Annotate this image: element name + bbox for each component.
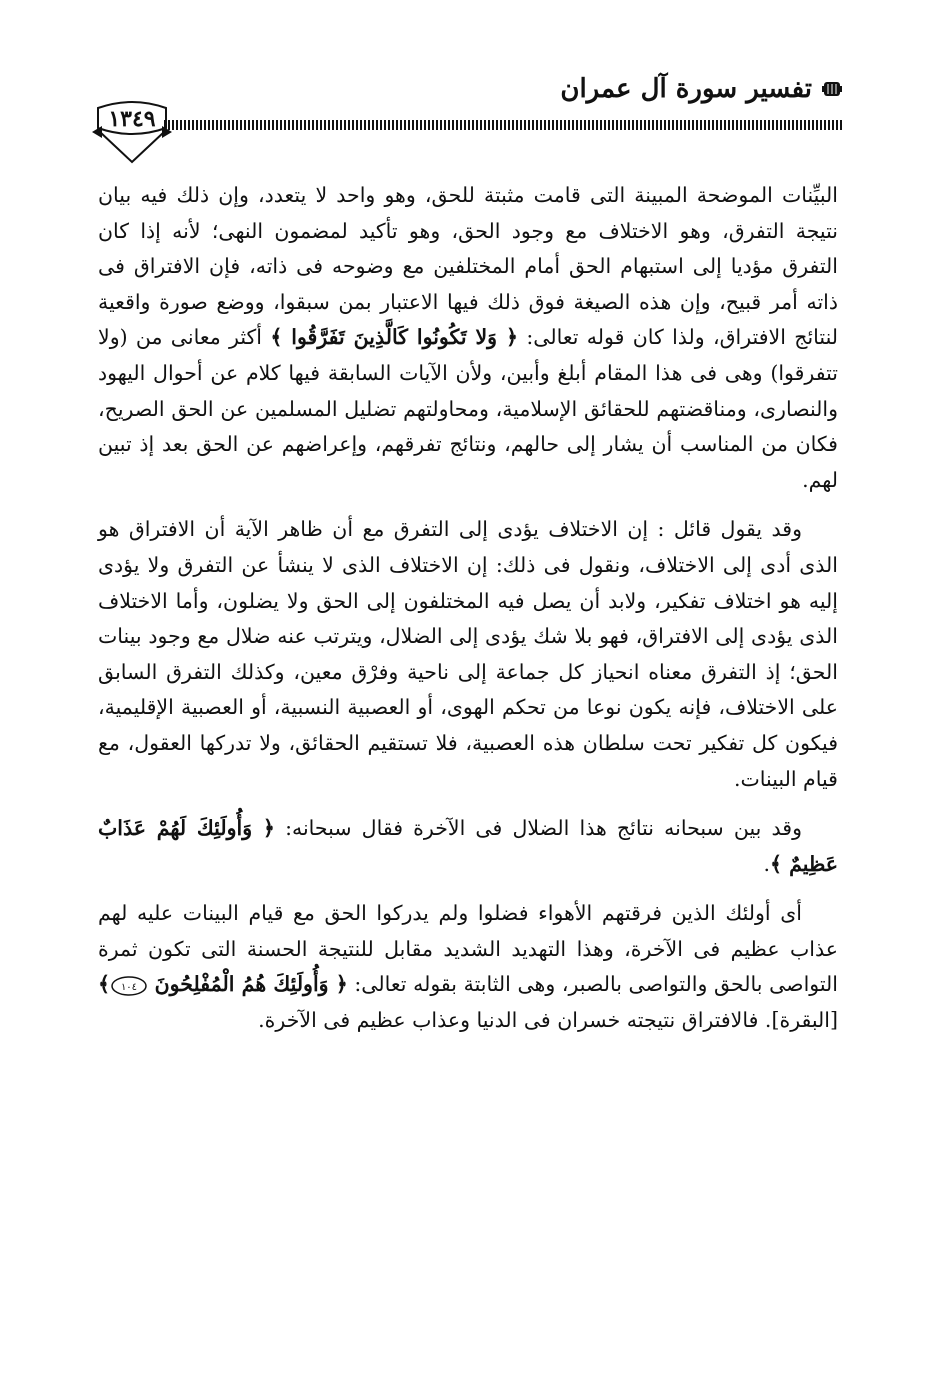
page-number-badge — [92, 98, 172, 170]
text-run: أكثر معانى من (ولا تتفرقوا) وهى فى هذا المقام أبلغ وأبين، ولأن الآيات السابقة فيها كلام عن أحوال اليهود والنصارى، ومناقضتهم للحقائق الإسلامية، ومحاولتهم تضليل المسلمين عن الحق الصريح، فكان من المناسب أن يشار إلى حالهم، ونتائج تفرقهم، وإعراضهم عن الحق بعد إذ تبين لهم. — [98, 325, 838, 492]
text-run: أى أولئك الذين فرقتهم الأهواء فضلوا ولم يدركوا الحق مع قيام البينات عليه لهم عذاب عظيم فى الآخرة، وهذا التهديد الشديد مقابل للنتيجة الحسنة التى تكون ثمرة التواصى بالحق والتواصى بالصبر، وهى الثابتة بقوله تعالى: — [98, 901, 838, 997]
bullet-ornament-icon — [822, 78, 842, 100]
paragraph-2 — [98, 512, 838, 797]
quran-quote: ﴿ وَلا تَكُونُوا كَالَّذِينَ تَفَرَّقُوا ﴾ — [270, 325, 519, 350]
paragraph-4 — [98, 896, 838, 1038]
quran-quote-close: ﴾ — [98, 972, 111, 997]
header-rule — [164, 120, 844, 130]
paragraph-1 — [98, 178, 838, 498]
text-run: وقد بين سبحانه نتائج هذا الضلال فى الآخرة فقال سبحانه: — [274, 816, 802, 841]
page-header — [92, 68, 852, 180]
body-text — [98, 178, 838, 1053]
text-run: وقد يقول قائل : إن الاختلاف يؤدى إلى التفرق مع أن ظاهر الآية أن الافتراق هو الذى أدى إلى الاختلاف، ونقول فى ذلك: إن الاختلاف الذى لا ينشأ عن التفرق ولا يؤدى إليه هو اختلاف تفكير، ولابد أن يصل فيه المختلفون إلى الحق ولا يضلون، وأما الاختلاف الذى يؤدى إلى الافتراق، فهو بلا شك يؤدى إلى الضلال، ويترتب عنه ضلال مع وجود بينات الحق؛ إذ التفرق معناه انحياز كل جماعة إلى ناحية وفرْق معين، وكذلك التفرق السابق على الاختلاف، فإنه يكون نوعا من تحكم الهوى، أو العصبية النسبية، أو العصبية الإقليمية، فيكون كل تفكير تحت سلطان هذه العصبية، فلا تستقيم الحقائق، ولا تدركها العقول، مع قيام البينات. — [98, 517, 838, 791]
header-title-row — [560, 74, 842, 104]
quran-quote: ﴿ وَأُولَئِكَ هُمُ الْمُفْلِحُونَ — [154, 972, 348, 997]
text-run: [البقرة]. فالافتراق نتيجته خسران فى الدنيا وعذاب عظيم فى الآخرة. — [258, 1008, 838, 1033]
text-run: . — [763, 851, 770, 876]
text-run: البيِّنات الموضحة المبينة التى قامت مثبتة للحق، وهو واحد لا يتعدد، وإن ذلك فيه بيان نتيجة التفرق، وهو الاختلاف مع وجود الحق، وهو تأكيد لمضمون النهى؛ لأنه إذا كان التفرق مؤديا إلى استبهام الحق أمام المختلفين مع وضوحه فى ذاته، فإن الافتراق فى ذاته أمر قبيح، وإن هذه الصيغة فوق ذلك فيها الاعتبار بمن سبقوا، ووضع صورة واقعية لنتائج الافتراق، ولذا كان قوله تعالى: — [98, 183, 839, 350]
ayah-number-icon — [110, 975, 148, 997]
paragraph-3 — [98, 811, 838, 882]
ayah-number: ١٠٤ — [120, 981, 138, 993]
page-number: ١٣٤٩ — [108, 106, 156, 132]
page-title: تفسير سورة آل عمران — [560, 74, 812, 104]
quran-quote: ﴿ وَأُولَئِكَ لَهُمْ عَذَابٌ عَظِيمٌ ﴾ — [98, 816, 838, 876]
